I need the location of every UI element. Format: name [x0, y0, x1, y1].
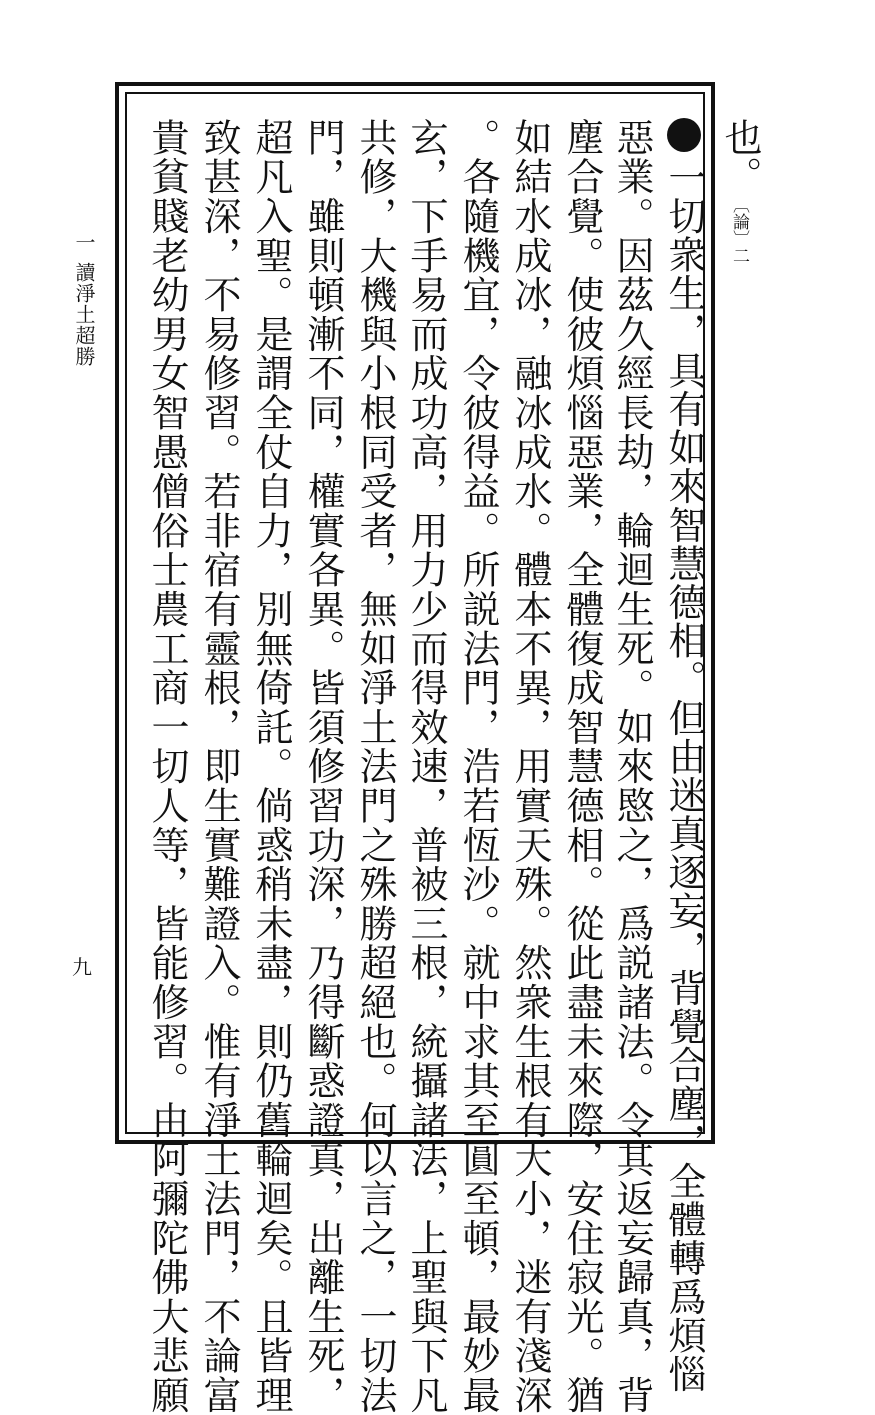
paragraph-line-7: 共修，大機與小根同受者，無如淨土法門之殊勝超絕也。何以言之，一切法 [353, 118, 397, 1415]
margin-mark: 一 [72, 232, 96, 253]
paragraph-line-1-text: 一切衆生，具有如來智慧德相。但由迷真逐妄，背覺合塵，全體轉爲煩惱 [662, 158, 706, 1394]
bullet-dot-icon [667, 118, 701, 152]
paragraph-line-1 [662, 118, 706, 1394]
paragraph-line-5: 。各隨機宜，令彼得益。所説法門，浩若恆沙。就中求其至圓至頓，最妙最 [456, 118, 500, 1415]
paragraph-line-10: 致甚深，不易修習。若非宿有靈根，即生實難證入。惟有淨土法門，不論富 [197, 118, 241, 1415]
paragraph-line-9: 超凡入聖。是謂全仗自力，別無倚託。倘惑稍未盡，則仍舊輪迴矣。且皆理 [249, 118, 293, 1415]
paragraph-line-3: 塵合覺。使彼煩惱惡業，全體復成智慧德相。從此盡未來際，安住寂光。猶 [560, 118, 604, 1415]
intro-annotation: 〔論〕二 [729, 196, 749, 264]
paragraph-line-6: 玄，下手易而成功高，用力少而得效速，普被三根，統攝諸法，上聖與下凡 [404, 118, 448, 1415]
paragraph-line-4: 如結水成冰，融冰成水。體本不異，用實天殊。然衆生根有大小，迷有淺深 [508, 118, 552, 1415]
paragraph-line-11: 貴貧賤老幼男女智愚僧俗士農工商一切人等，皆能修習。由阿彌陀佛大悲願 [145, 118, 189, 1415]
paragraph-line-8: 門，雖則頓漸不同，權實各異。皆須修習功深，乃得斷惑證真，出離生死， [301, 118, 345, 1415]
paragraph-line-2: 惡業。因茲久經長劫，輪迴生死。如來愍之，爲説諸法。令其返妄歸真，背 [610, 118, 654, 1415]
page-number: 九 [72, 955, 92, 979]
intro-prefix: 也。 [718, 118, 762, 194]
running-title: 讀淨土超勝 [72, 262, 96, 367]
